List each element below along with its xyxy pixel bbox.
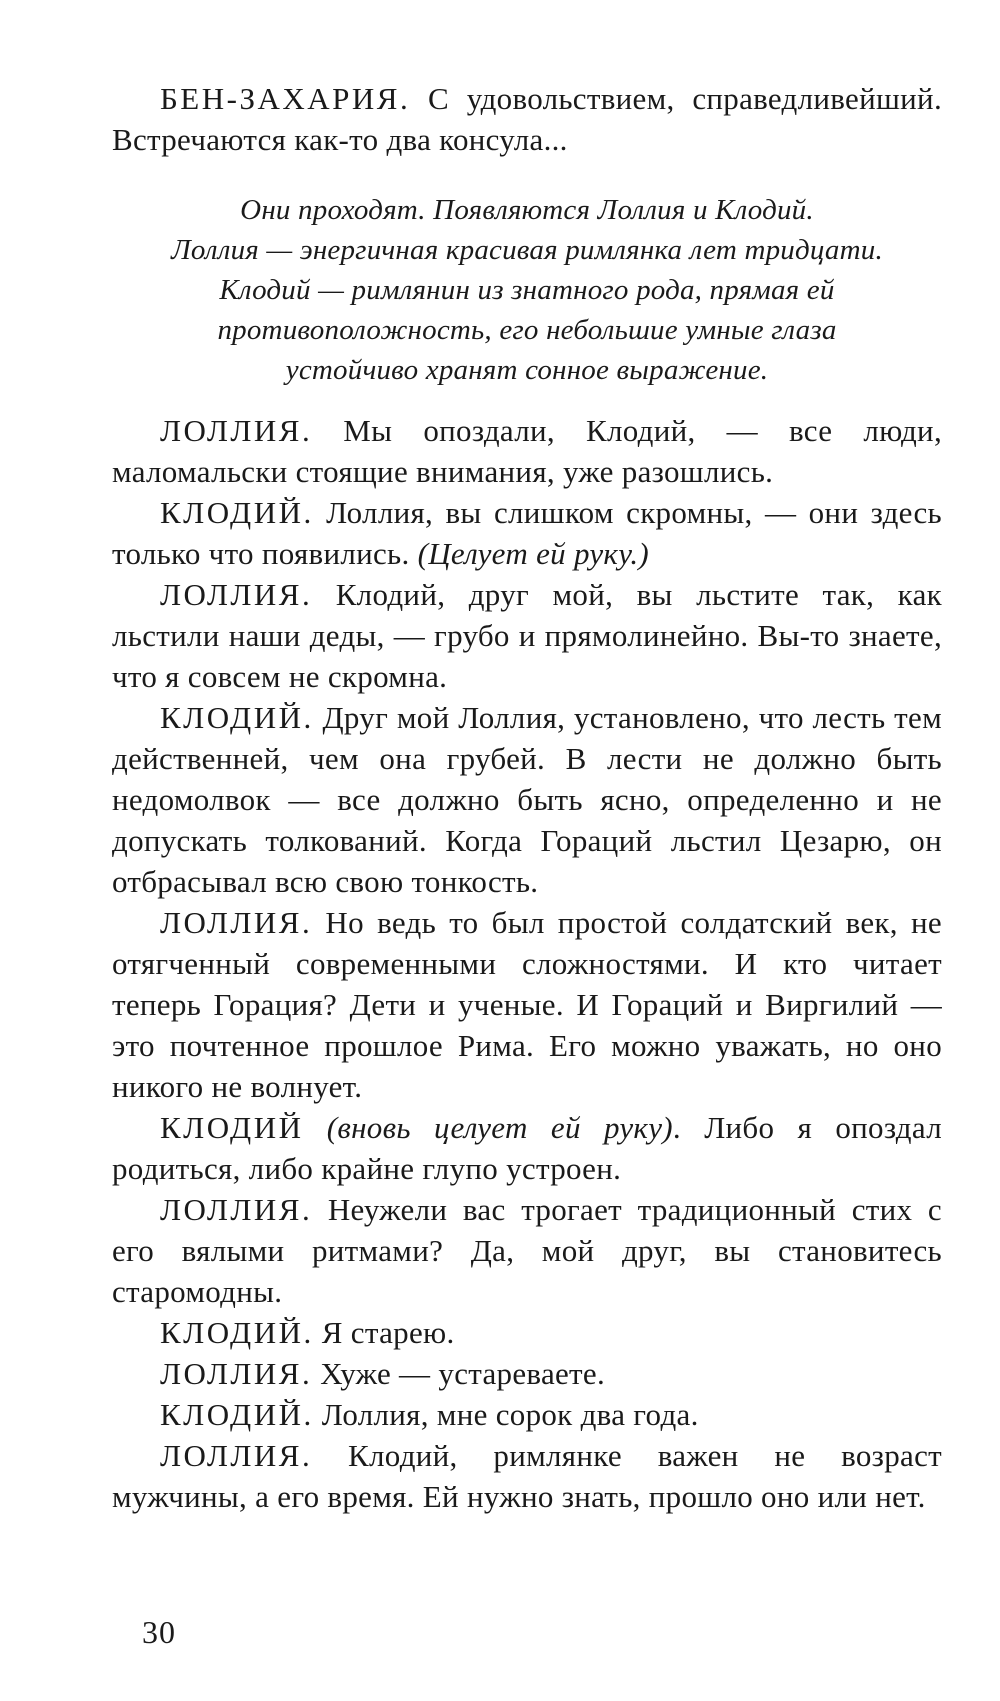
stage-direction-line: Клодий — римлянин из знатного рода, прямая ей: [219, 274, 835, 306]
dialogue-paragraph: [112, 697, 942, 902]
dialogue-paragraph: [112, 1353, 942, 1394]
speaker-name: ЛОЛЛИЯ.: [160, 577, 313, 612]
dialogue-text: Я старею.: [313, 1315, 455, 1350]
stage-direction-line: противоположность, его небольшие умные глаза: [217, 314, 837, 346]
dialogue-paragraph: [112, 1107, 942, 1189]
speaker-name: БЕН-ЗАХАРИЯ.: [160, 81, 411, 116]
dialogue-paragraph: [112, 1312, 942, 1353]
stage-direction: [112, 190, 942, 390]
dialogue-text: Клодий, римлянке важен не возраст мужчины, а его время. Ей нужно знать, прошло оно или нет.: [112, 1438, 942, 1514]
dialogue-text: Клодий, друг мой, вы льстите так, как льстили наши деды, — грубо и прямолинейно. Вы-то знаете, что я совсем не скромна.: [112, 577, 942, 694]
speaker-name: КЛОДИЙ.: [160, 700, 314, 735]
speaker-name: ЛОЛЛИЯ.: [160, 1356, 313, 1391]
dialogue-text: Мы опоздали, Клодий, — все люди, маломальски стоящие внимания, уже разошлись.: [112, 413, 942, 489]
dialogue-paragraph: [112, 1394, 942, 1435]
dialogue-text: Лоллия, мне сорок два года.: [313, 1397, 699, 1432]
dialogue-paragraph: [112, 492, 942, 574]
speaker-name: ЛОЛЛИЯ.: [160, 905, 313, 940]
speaker-name: КЛОДИЙ: [160, 1110, 304, 1145]
top-paragraph-block: [112, 78, 942, 160]
dialogue-text-after: . Либо я опоздал родиться, либо крайне глупо устроен.: [112, 1110, 942, 1186]
dialogue-text: Но ведь то был простой солдатский век, не отягченный современными сложностями. И кто читает теперь Горация? Дети и ученые. И Гораций и Виргилий — это почтенное прошлое Рима. Его можно уважать, но оно никого не волнует.: [112, 905, 942, 1104]
dialogue-text: Хуже — устареваете.: [312, 1356, 606, 1391]
dialogue-paragraph: [112, 574, 942, 697]
dialogue-paragraph: [112, 1435, 942, 1517]
dialogue-text: [303, 1110, 326, 1145]
dialogue-paragraph: [112, 78, 942, 160]
speaker-name: ЛОЛЛИЯ.: [160, 1438, 313, 1473]
dialogue-text: Неужели вас трогает традиционный стих с его вялыми ритмами? Да, мой друг, вы становитесь старомодны.: [112, 1192, 942, 1309]
dialogue-text: С удовольствием, справедливейший. Встречаются как-то два консула...: [112, 81, 942, 157]
speaker-name: КЛОДИЙ.: [160, 495, 314, 530]
stage-direction-line: устойчиво хранят сонное выражение.: [285, 354, 769, 386]
dialogue-block: [112, 410, 942, 1517]
dialogue-paragraph: [112, 1189, 942, 1312]
page-number: 30: [142, 1614, 176, 1650]
dialogue-text: Лоллия, вы слишком скромны, — они здесь только что появились.: [112, 495, 942, 571]
dialogue-text: Друг мой Лоллия, установлено, что лесть тем действенней, чем она грубей. В лести не должно быть недомолвок — все должно быть ясно, определенно и не допускать толкований. Когда Гораций льстил Цезарю, он отбрасывал всю свою тонкость.: [112, 700, 942, 899]
stage-direction-line: Лоллия — энергичная красивая римлянка лет тридцати.: [171, 234, 883, 266]
speaker-name: КЛОДИЙ.: [160, 1315, 314, 1350]
speaker-name: ЛОЛЛИЯ.: [160, 1192, 313, 1227]
stage-remark: (Целует ей руку.): [417, 536, 650, 571]
speaker-name: КЛОДИЙ.: [160, 1397, 314, 1432]
stage-remark: (вновь целует ей руку): [326, 1110, 673, 1145]
stage-direction-line: Они проходят. Появляются Лоллия и Клодий.: [240, 194, 814, 226]
dialogue-paragraph: [112, 902, 942, 1107]
speaker-name: ЛОЛЛИЯ.: [160, 413, 313, 448]
dialogue-paragraph: [112, 410, 942, 492]
